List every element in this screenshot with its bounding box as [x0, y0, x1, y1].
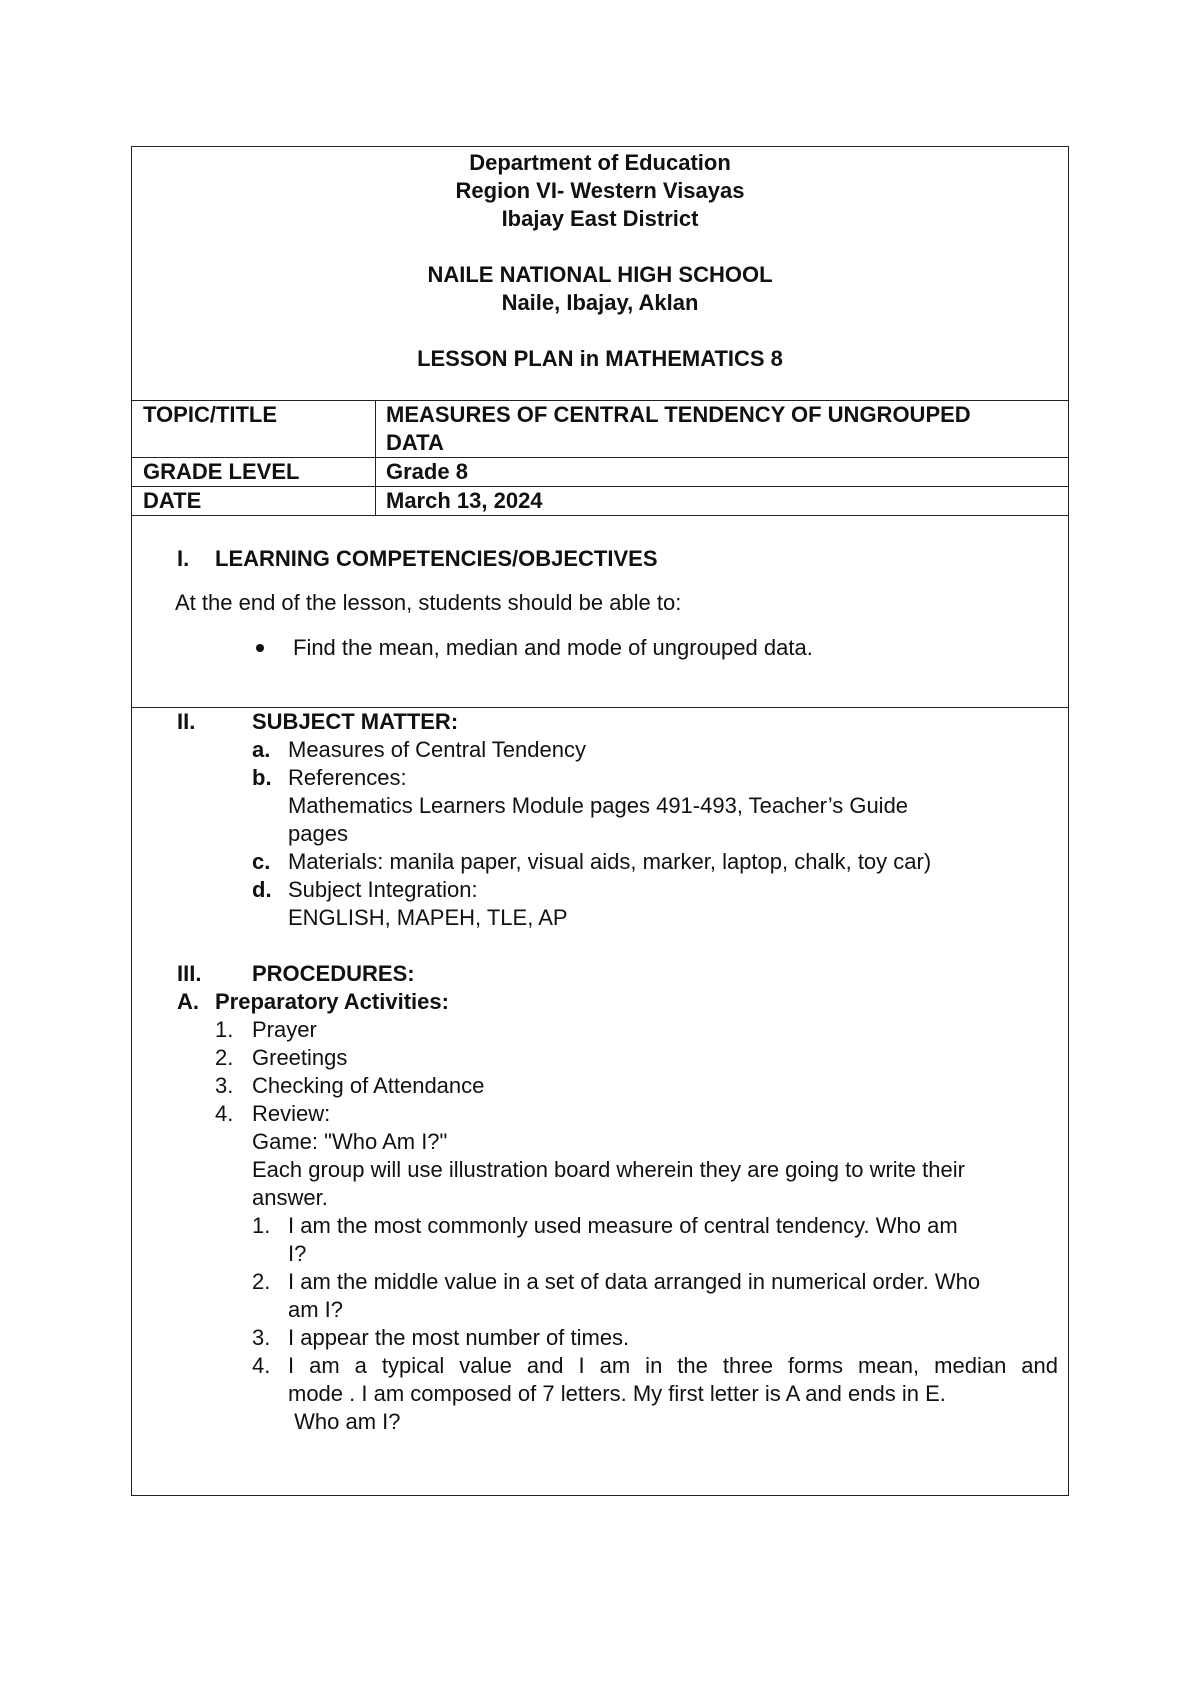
column-divider	[375, 400, 376, 515]
date-value: March 13, 2024	[386, 488, 543, 513]
school-address: Naile, Ibajay, Aklan	[501, 290, 699, 315]
list-item: Greetings	[252, 1045, 348, 1070]
preparatory-heading: Preparatory Activities:	[215, 989, 449, 1014]
objectives-intro: At the end of the lesson, students should be able to:	[175, 590, 682, 615]
grade-label: GRADE LEVEL	[143, 459, 300, 484]
question-number: 4.	[252, 1353, 271, 1378]
lesson-plan-title: LESSON PLAN in MATHEMATICS 8	[417, 346, 783, 371]
subject-matter-heading: SUBJECT MATTER:	[252, 709, 459, 734]
integration-label: Subject Integration:	[288, 877, 478, 902]
list-number: 2.	[215, 1045, 234, 1070]
divider	[132, 486, 1068, 487]
lesson-plan-frame	[131, 146, 1069, 1496]
list-item: Prayer	[252, 1017, 317, 1042]
question-text-cont: mode . I am composed of 7 letters. My first letter is A and ends in E.	[288, 1381, 946, 1406]
game-title: Game: "Who Am I?"	[252, 1129, 448, 1154]
list-item: Review:	[252, 1101, 331, 1126]
references-text: Mathematics Learners Module pages 491-493, Teacher’s Guide	[288, 793, 909, 818]
subject-matter-number: II.	[177, 709, 196, 734]
objective-bullet-text: Find the mean, median and mode of ungrouped data.	[293, 635, 813, 660]
item-marker: a.	[252, 737, 271, 762]
school-name: NAILE NATIONAL HIGH SCHOOL	[427, 262, 773, 287]
question-text-cont: I?	[288, 1241, 307, 1266]
topic-label: TOPIC/TITLE	[143, 402, 278, 427]
materials-text: Materials: manila paper, visual aids, marker, laptop, chalk, toy car)	[288, 849, 932, 874]
item-marker: c.	[252, 849, 271, 874]
activity-marker: A.	[177, 989, 199, 1014]
list-item: Checking of Attendance	[252, 1073, 485, 1098]
topic-value-line1: MEASURES OF CENTRAL TENDENCY OF UNGROUPED	[386, 402, 971, 427]
procedures-heading: PROCEDURES:	[252, 961, 415, 986]
district-heading: Ibajay East District	[501, 206, 699, 231]
list-number: 4.	[215, 1101, 234, 1126]
objectives-number: I.	[177, 546, 190, 571]
question-text-cont: Who am I?	[288, 1409, 401, 1434]
procedures-number: III.	[177, 961, 202, 986]
question-number: 2.	[252, 1269, 271, 1294]
game-instruction-cont: answer.	[252, 1185, 328, 1210]
game-instruction: Each group will use illustration board wherein they are going to write their	[252, 1157, 965, 1182]
references-text-cont: pages	[288, 821, 348, 846]
references-label: References:	[288, 765, 407, 790]
list-number: 3.	[215, 1073, 234, 1098]
item-marker: d.	[252, 877, 272, 902]
subject-topic: Measures of Central Tendency	[288, 737, 586, 762]
region-heading: Region VI- Western Visayas	[455, 178, 745, 203]
item-marker: b.	[252, 765, 272, 790]
grade-value: Grade 8	[386, 459, 468, 484]
question-text: I am the middle value in a set of data arranged in numerical order. Who	[288, 1269, 981, 1294]
objectives-heading: LEARNING COMPETENCIES/OBJECTIVES	[215, 546, 658, 571]
topic-value-line2: DATA	[386, 430, 444, 455]
question-text: I appear the most number of times.	[288, 1325, 630, 1350]
question-text: I am the most commonly used measure of central tendency. Who am	[288, 1213, 958, 1238]
question-number: 1.	[252, 1213, 271, 1238]
date-label: DATE	[143, 488, 202, 513]
bullet-icon	[256, 644, 264, 652]
department-heading: Department of Education	[469, 150, 731, 175]
question-number: 3.	[252, 1325, 271, 1350]
divider	[132, 515, 1068, 516]
integration-subjects: ENGLISH, MAPEH, TLE, AP	[288, 905, 568, 930]
list-number: 1.	[215, 1017, 234, 1042]
question-text-cont: am I?	[288, 1297, 344, 1322]
question-text: I am a typical value and I am in the three forms mean, median and	[288, 1353, 1058, 1378]
